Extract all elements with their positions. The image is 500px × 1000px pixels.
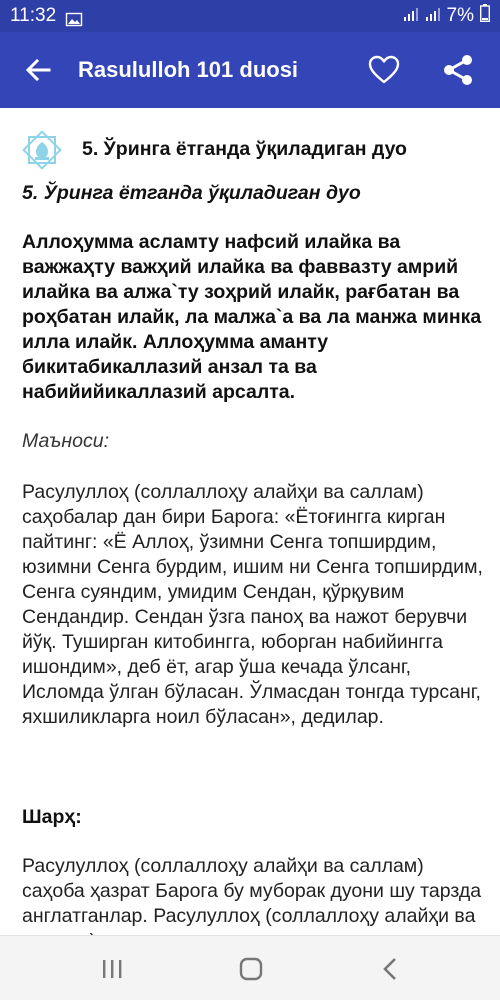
signal-icon-2	[425, 5, 441, 27]
recent-apps-button[interactable]	[95, 952, 129, 986]
nav-back-icon	[379, 956, 401, 982]
status-time: 11:32	[10, 5, 57, 26]
heart-outline-icon	[368, 55, 400, 85]
app-bar	[0, 32, 500, 108]
status-indicators	[403, 4, 490, 28]
arrow-left-icon	[25, 57, 51, 83]
favorite-button[interactable]	[366, 52, 402, 88]
islamic-star-emblem-icon	[20, 128, 64, 172]
recent-apps-icon	[100, 958, 124, 980]
share-icon	[442, 54, 474, 86]
signal-icon	[403, 5, 419, 27]
nav-back-button[interactable]	[373, 952, 407, 986]
home-icon	[238, 956, 264, 982]
meaning-label: Маъноси:	[22, 430, 110, 452]
gallery-notification-icon	[66, 10, 82, 23]
dua-content[interactable]	[0, 108, 500, 935]
dua-subheading: 5. Ўринга ётганда ўқиладиган дуо	[22, 182, 361, 204]
app-title: Rasululloh 101 duosi	[78, 57, 299, 82]
commentary-label: Шарҳ:	[22, 806, 82, 828]
share-button[interactable]	[440, 52, 476, 88]
back-button[interactable]	[22, 54, 54, 86]
system-nav-bar	[0, 935, 500, 1000]
battery-level: 7%	[446, 5, 474, 26]
meaning-text: Расулуллоҳ (соллаллоҳу алайҳи ва саллам) саҳобалар дан бири Барога: «Ётоғингга кирган пайтинг: «Ё Аллоҳ, ўзимни Сенга топширдим, юзимни Сенга бурдим, ишим ни Сенга топширдим, Сенга суяндим, умидим Сендан, қўрқувим Сендандир. Сендан ўзга паноҳ ва нажот берувчи йўқ. Туширган китобингга, юборган набийингга ишондим», деб ёт, агар ўша кечада ўлсанг, Исломда ўлган бўласан. Ўлмасдан тонгда турсанг, яхшиликларга ноил бўласан», дедилар.	[22, 481, 483, 728]
dua-transliteration: Аллоҳумма асламту нафсий илайка ва важжаҳту важҳий илайка ва фаввазту амрий илайка ва алжа`ту зоҳрий илайк, рағбатан ва роҳбатан илайк, ла малжа`а ва ла манжа минка илла илайк. Аллоҳумма аманту бикитабикаллазий анзал та ва набийийикаллазий арсалта.	[22, 231, 482, 403]
dua-heading: 5. Ўринга ётганда ўқиладиган дуо	[82, 138, 407, 160]
status-bar	[0, 0, 500, 32]
battery-icon	[480, 4, 490, 28]
home-button[interactable]	[234, 952, 268, 986]
dua-header	[20, 128, 480, 172]
commentary-text: Расулуллоҳ (соллаллоҳу алайҳи ва саллам) саҳоба ҳазрат Барога бу муборак дуони шу тарзда англатганлар. Расулуллоҳ (соллаллоҳу алайҳи ва	[22, 855, 482, 927]
